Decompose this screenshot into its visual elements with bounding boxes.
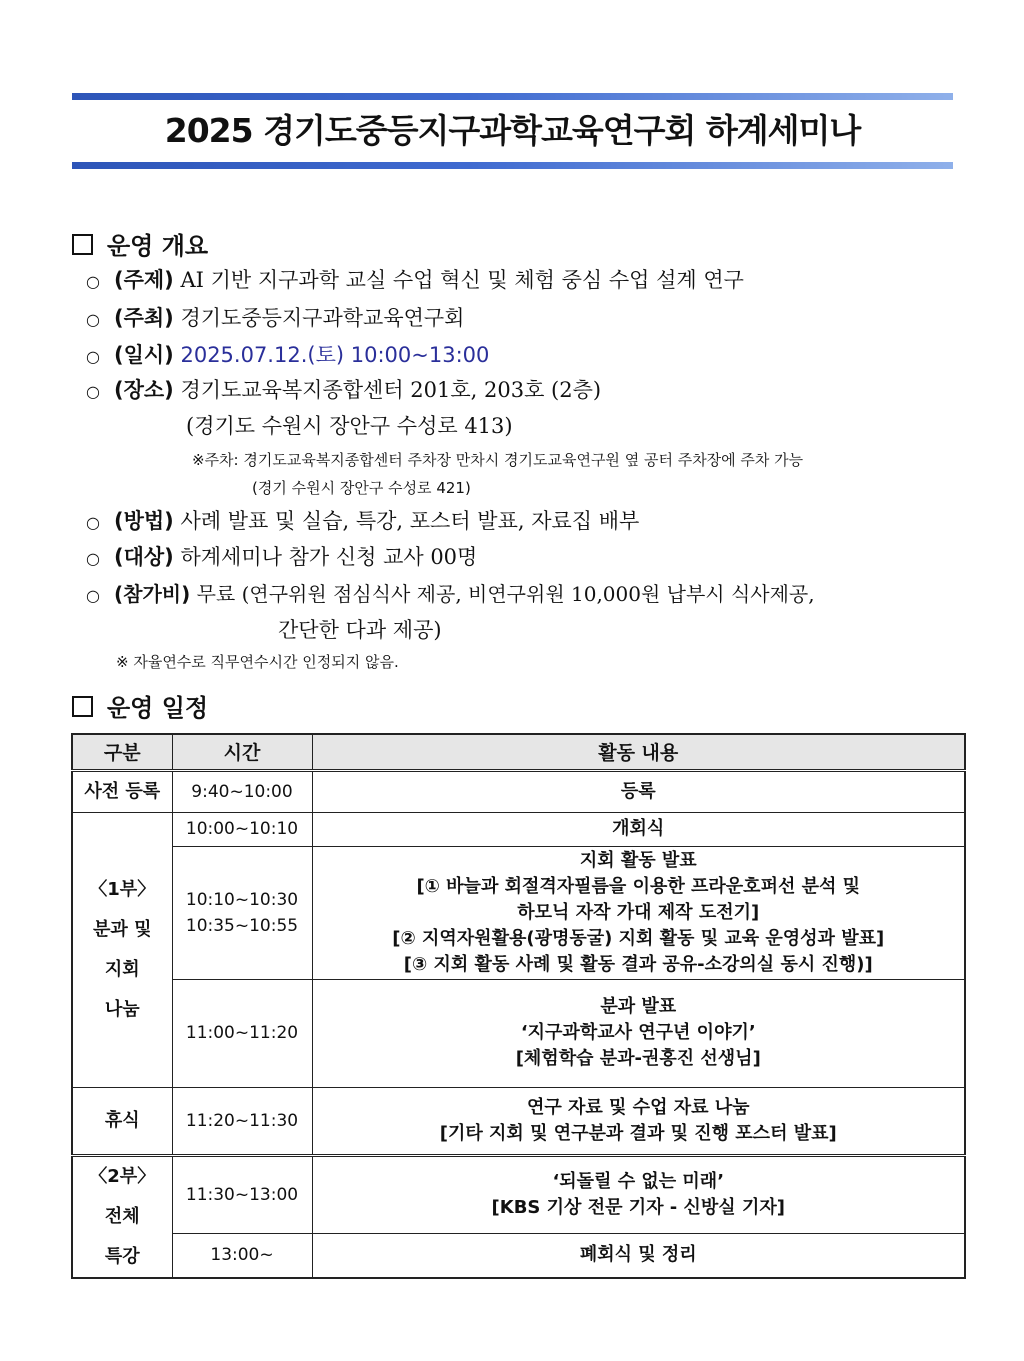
table-row bbox=[72, 812, 965, 846]
title-bottom-bar bbox=[72, 162, 953, 169]
circle-bullet-icon: ○ bbox=[86, 513, 100, 532]
activity-line: 하모닉 자작 가대 제작 도전기] bbox=[517, 901, 760, 923]
circle-bullet-icon: ○ bbox=[86, 586, 100, 605]
fee-value: 무료 (연구위원 점심식사 제공, 비연구위원 10,000원 납부시 식사제공, bbox=[196, 582, 815, 606]
method-key: (방법) bbox=[114, 509, 174, 533]
activity-line: [① 바늘과 회절격자필름을 이용한 프라운호퍼선 분석 및 bbox=[416, 875, 861, 897]
notice-text: ※ 자율연수로 직무연수시간 인정되지 않음. bbox=[116, 653, 399, 671]
part1-activity: 개회식 bbox=[312, 812, 965, 846]
place-key: (장소) bbox=[114, 378, 174, 402]
part2-category-line: 특강 bbox=[104, 1245, 140, 1267]
topic-item bbox=[86, 264, 744, 294]
title-banner bbox=[72, 93, 953, 169]
section-schedule-heading bbox=[72, 688, 208, 723]
date-value: 2025.07.12.(토) 10:00~13:00 bbox=[180, 343, 490, 367]
fee-key: (참가비) bbox=[114, 582, 191, 606]
part1-category-line: 〈1부〉 bbox=[89, 878, 156, 900]
part1-time: 11:00~11:20 bbox=[172, 979, 312, 1087]
part2-activity bbox=[312, 1155, 965, 1234]
section-overview-heading bbox=[72, 226, 208, 261]
header-category: 구분 bbox=[72, 734, 172, 770]
time-line: 10:10~10:30 bbox=[185, 889, 299, 910]
part1-time bbox=[172, 846, 312, 979]
break-category: 휴식 bbox=[72, 1087, 172, 1155]
part1-time: 10:00~10:10 bbox=[172, 812, 312, 846]
target-key: (대상) bbox=[114, 545, 174, 569]
table-header-row bbox=[72, 734, 965, 770]
break-activity bbox=[312, 1087, 965, 1155]
part1-activity bbox=[312, 846, 965, 979]
fee-value-continued: 간단한 다과 제공) bbox=[278, 618, 442, 642]
part2-category-line: 전체 bbox=[104, 1205, 140, 1227]
target-value: 하계세미나 참가 신청 교사 00명 bbox=[180, 545, 478, 569]
table-row bbox=[72, 846, 965, 979]
header-time: 시간 bbox=[172, 734, 312, 770]
host-key: (주최) bbox=[114, 306, 174, 330]
method-value: 사례 발표 및 실습, 특강, 포스터 발표, 자료집 배부 bbox=[180, 509, 640, 533]
activity-line: 연구 자료 및 수업 자료 나눔 bbox=[526, 1096, 750, 1118]
break-time: 11:20~11:30 bbox=[172, 1087, 312, 1155]
checkbox-square-icon bbox=[72, 234, 93, 255]
part1-category bbox=[72, 812, 172, 1087]
activity-line: 분과 발표 bbox=[600, 996, 677, 1017]
target-item bbox=[86, 541, 477, 571]
part2-activity: 폐회식 및 정리 bbox=[312, 1234, 965, 1278]
place-address: (경기도 수원시 장안구 수성로 413) bbox=[186, 414, 513, 438]
schedule-table bbox=[71, 733, 966, 1279]
date-key: (일시) bbox=[114, 343, 174, 367]
section-overview-title: 운영 개요 bbox=[107, 232, 209, 260]
activity-line: [체험학습 분과-권홍진 선생님] bbox=[515, 1048, 761, 1069]
date-item bbox=[86, 339, 489, 369]
time-line: 10:35~10:55 bbox=[185, 915, 299, 936]
part1-category-line: 지회 bbox=[104, 958, 140, 980]
circle-bullet-icon: ○ bbox=[86, 310, 100, 329]
circle-bullet-icon: ○ bbox=[86, 272, 100, 291]
parking-address: (경기 수원시 장안구 수성로 421) bbox=[252, 479, 471, 497]
pre-time: 9:40~10:00 bbox=[172, 770, 312, 812]
activity-line: ‘되돌릴 수 없는 미래’ bbox=[552, 1170, 725, 1192]
topic-value: AI 기반 지구과학 교실 수업 혁신 및 체험 중심 수업 설계 연구 bbox=[180, 268, 744, 292]
circle-bullet-icon: ○ bbox=[86, 549, 100, 568]
activity-line: 지회 활동 발표 bbox=[579, 849, 697, 871]
part1-activity bbox=[312, 979, 965, 1087]
parking-note: ※주차: 경기도교육복지종합센터 주차장 만차시 경기도교육연구원 옆 공터 주차장에 주차 가능 bbox=[192, 451, 804, 469]
section-schedule-title: 운영 일정 bbox=[107, 694, 209, 722]
activity-line: ‘지구과학교사 연구년 이야기’ bbox=[520, 1022, 756, 1043]
title-top-bar bbox=[72, 93, 953, 100]
part2-time: 13:00~ bbox=[172, 1234, 312, 1278]
fee-item bbox=[86, 578, 815, 607]
activity-line: [③ 지회 활동 사례 및 활동 결과 공유-소강의실 동시 진행)] bbox=[403, 953, 873, 975]
pre-category: 사전 등록 bbox=[72, 770, 172, 812]
table-row bbox=[72, 1155, 965, 1234]
part2-category bbox=[72, 1155, 172, 1278]
part2-time: 11:30~13:00 bbox=[172, 1155, 312, 1234]
place-value: 경기도교육복지종합센터 201호, 203호 (2층) bbox=[180, 378, 602, 402]
place-item bbox=[86, 374, 601, 404]
activity-line: [기타 지회 및 연구분과 결과 및 진행 포스터 발표] bbox=[439, 1122, 837, 1144]
table-row bbox=[72, 1087, 965, 1155]
part1-category-line: 나눔 bbox=[104, 998, 140, 1020]
host-item bbox=[86, 302, 464, 332]
method-item bbox=[86, 505, 639, 535]
table-row bbox=[72, 979, 965, 1087]
host-value: 경기도중등지구과학교육연구회 bbox=[180, 306, 465, 330]
circle-bullet-icon: ○ bbox=[86, 382, 100, 401]
table-row bbox=[72, 1234, 965, 1278]
table-row bbox=[72, 770, 965, 812]
header-activity: 활동 내용 bbox=[312, 734, 965, 770]
part2-category-line: 〈2부〉 bbox=[89, 1165, 156, 1187]
page-title: 2025 경기도중등지구과학교육연구회 하계세미나 bbox=[164, 111, 861, 150]
part1-category-line: 분과 및 bbox=[93, 918, 152, 940]
activity-line: [KBS 기상 전문 기자 - 신방실 기자] bbox=[491, 1196, 785, 1218]
pre-activity: 등록 bbox=[312, 770, 965, 812]
checkbox-square-icon bbox=[72, 696, 93, 717]
circle-bullet-icon: ○ bbox=[86, 347, 100, 366]
topic-key: (주제) bbox=[114, 268, 174, 292]
activity-line: [② 지역자원활용(광명동굴) 지회 활동 및 교육 운영성과 발표] bbox=[392, 927, 885, 949]
